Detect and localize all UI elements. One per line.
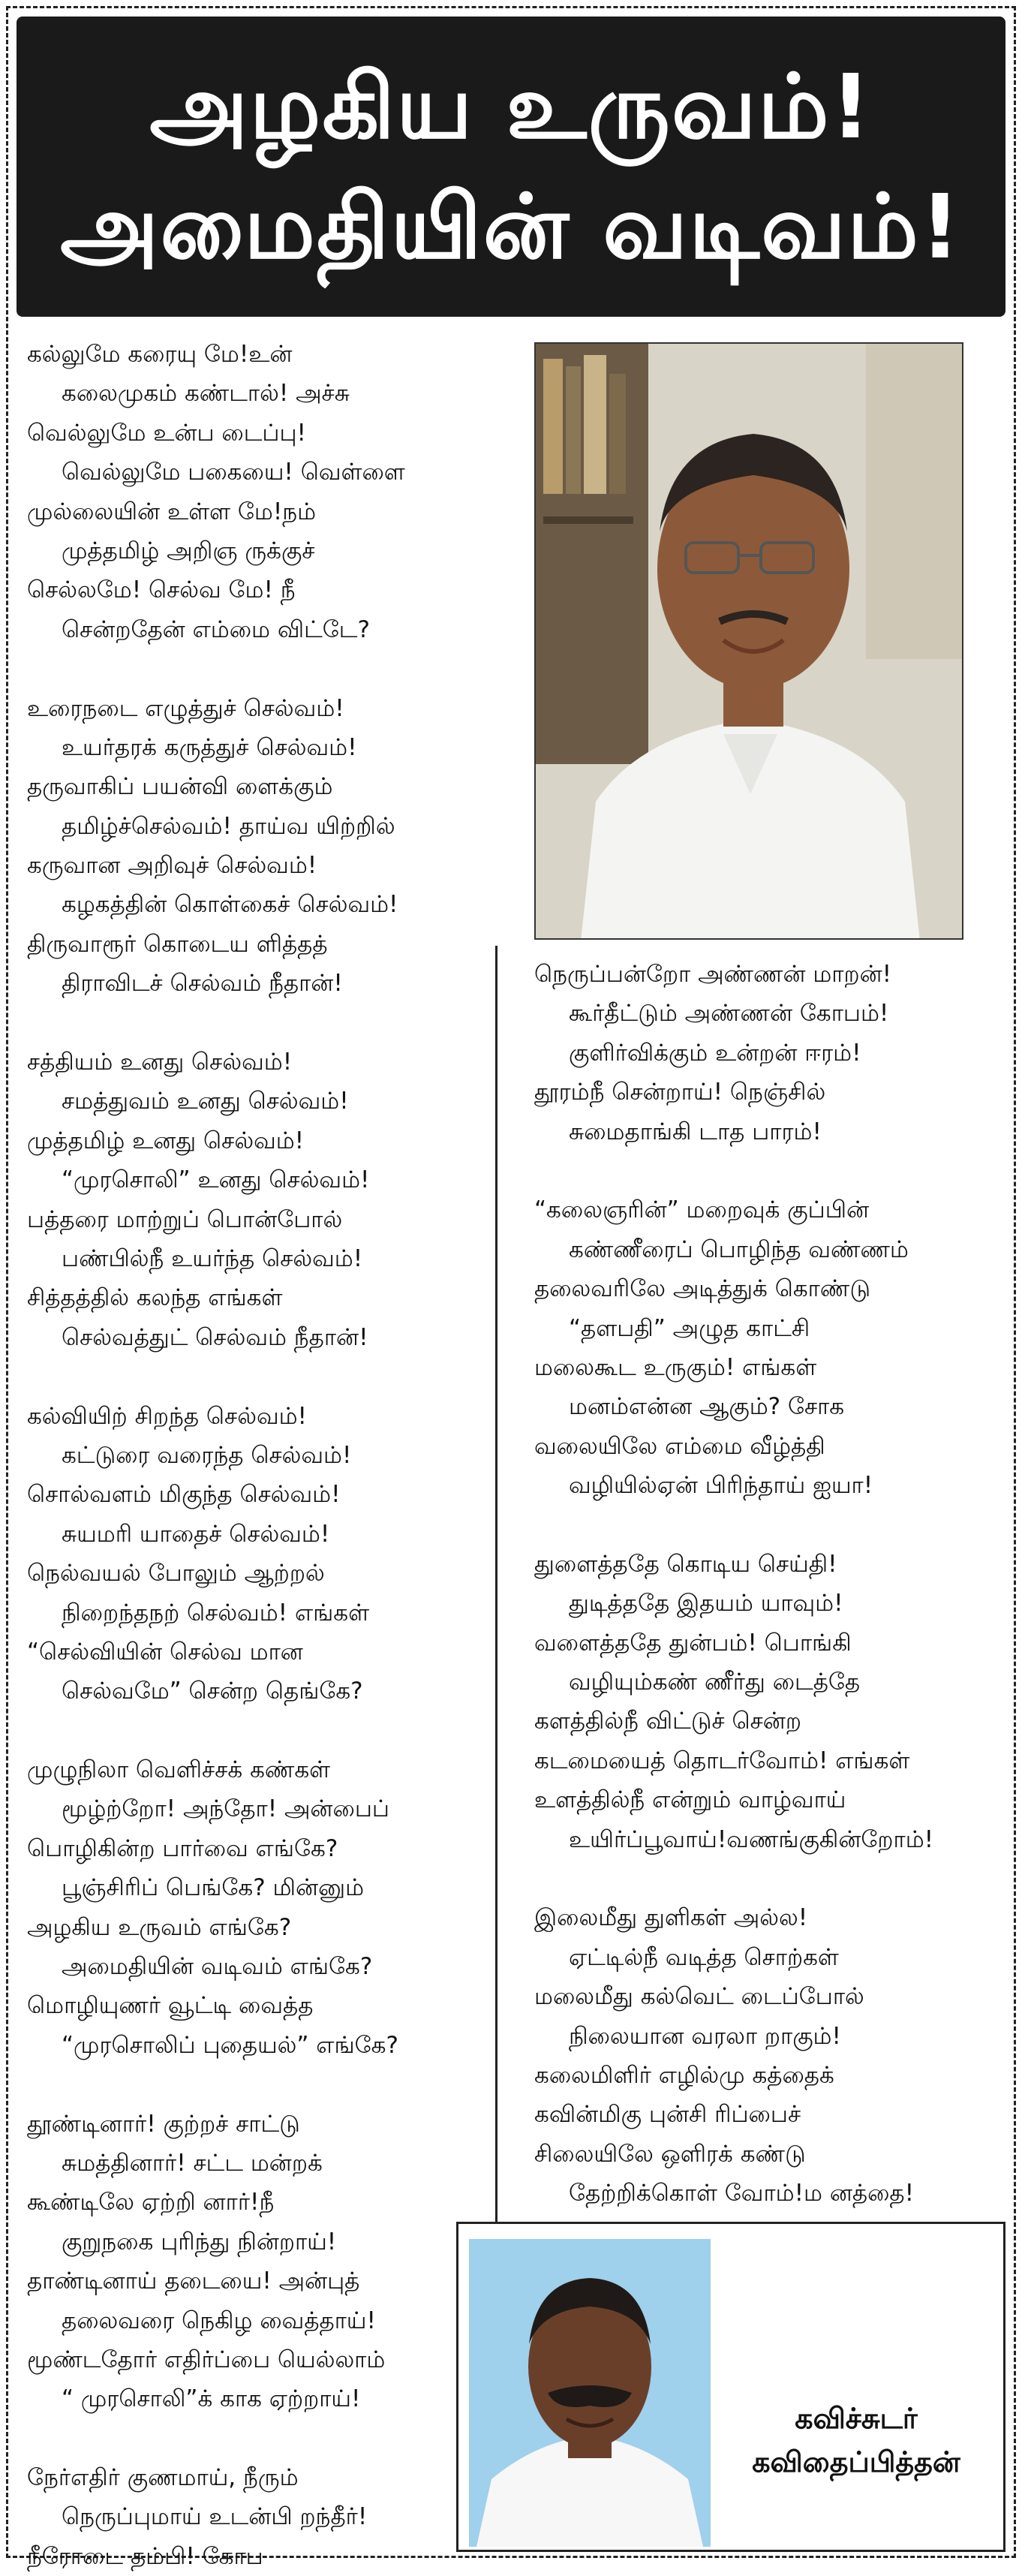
stanza-break	[27, 2419, 492, 2458]
stanza-break	[534, 1859, 1014, 1898]
poem-line: பொழிகின்ற பார்வை எங்கே?	[27, 1834, 338, 1862]
poem-line: உயிர்ப்பூவாய்!வணங்குகின்றோம்!	[569, 1825, 934, 1853]
poem-line: தலைவரிலே அடித்துக் கொண்டு	[534, 1275, 870, 1303]
poem-line: கல்வியிற் சிறந்த செல்வம்!	[27, 1402, 307, 1430]
poem-line: கலைமிளிர் எழில்மு கத்தைக்	[534, 2061, 834, 2089]
poem-line: திருவாரூர் கொடைய ளித்தத்	[27, 930, 328, 958]
poem-line: சத்தியம் உனது செல்வம்!	[27, 1049, 293, 1076]
poem-line: பண்பில்நீ உயர்ந்த செல்வம்!	[62, 1244, 363, 1272]
subject-portrait-image	[536, 344, 963, 940]
stanza-break	[27, 1711, 492, 1750]
headline-banner	[17, 17, 1005, 317]
poem-column-right	[534, 955, 1014, 2213]
poem-line: குளிர்விக்கும் உன்றன் ஈரம்!	[569, 1039, 861, 1067]
poem-line: ஏட்டில்நீ வடித்த சொற்கள்	[569, 1943, 839, 1971]
author-name	[714, 2397, 999, 2484]
poem-line: உயர்தரக் கருத்துச் செல்வம்!	[62, 733, 357, 761]
poem-line: மூழ்ற்றோ! அந்தோ! அன்பைப்	[62, 1795, 389, 1823]
poem-line: அழகிய உருவம் எங்கே?	[27, 1913, 292, 1941]
poem-column-left	[27, 335, 492, 2576]
poem-line: வெல்லுமே உன்ப டைப்பு!	[27, 419, 306, 447]
poem-line: சுயமரி யாதைச் செல்வம்!	[62, 1520, 330, 1548]
poem-line: சித்தத்தில் கலந்த எங்கள்	[27, 1284, 283, 1312]
poem-line: “ முரசொலி”க் காக ஏற்றாய்!	[62, 2385, 361, 2413]
author-photo	[469, 2239, 711, 2547]
poem-line: பத்தரை மாற்றுப் பொன்போல்	[27, 1205, 343, 1233]
poem-line: சென்றதேன் எம்மை விட்டே?	[62, 615, 370, 643]
poem-line: மூண்டதோர் எதிர்ப்பை யெல்லாம்	[27, 2346, 386, 2373]
poem-line: கல்லுமே கரையு மே!உன்	[27, 341, 293, 368]
poem-line: நெருப்பன்றோ அண்ணன் மாறன்!	[534, 961, 892, 988]
poem-line: இலைமீது துளிகள் அல்ல!	[534, 1904, 808, 1932]
poem-line: கடமையைத் தொடர்வோம்! எங்கள்	[534, 1747, 910, 1774]
poem-line: தாண்டினாய் தடையை! அன்புத்	[27, 2268, 360, 2295]
poem-line: நெல்வயல் போலும் ஆற்றல்	[27, 1560, 325, 1587]
poem-line: களத்தில்நீ விட்டுச் சென்ற	[534, 1708, 801, 1735]
poem-line: செல்வமே” சென்ற தெங்கே?	[62, 1678, 363, 1705]
poem-line: அமைதியின் வடிவம் எங்கே?	[62, 1953, 373, 1981]
author-pen-name: கவிதைப்பித்தன்	[752, 2445, 960, 2478]
poem-line: மலைகூட உருகும்! எங்கள்	[534, 1353, 817, 1381]
poem-line: கவின்மிகு புன்சி ரிப்பைச்	[534, 2101, 801, 2129]
poem-line: சுமத்தினார்! சட்ட மன்றக்	[62, 2149, 323, 2177]
poem-line: கட்டுரை வரைந்த செல்வம்!	[62, 1441, 352, 1469]
author-credit-box	[456, 2222, 1005, 2552]
author-portrait-image	[469, 2239, 711, 2547]
poem-line: குறுநகை புரிந்து நின்றாய்!	[62, 2228, 337, 2256]
poem-line: “செல்வியின் செல்வ மான	[27, 1638, 303, 1666]
poem-line: சமத்துவம் உனது செல்வம்!	[62, 1088, 349, 1115]
stanza-break	[534, 1151, 1014, 1190]
poem-line: முத்தமிழ் உனது செல்வம்!	[27, 1127, 305, 1154]
poem-line: மலைமீது கல்வெட் டைப்போல்	[534, 1983, 864, 2011]
headline-line-1: அழகிய உருவம்!	[149, 55, 873, 158]
poem-line: முத்தமிழ் அறிஞ ருக்குச்	[62, 537, 315, 564]
poem-line: தேற்றிக்கொள் வோம்!ம னத்தை!	[569, 2180, 915, 2207]
poem-line: செல்லமே! செல்வ மே! நீ	[27, 576, 296, 604]
poem-line: கூண்டிலே ஏற்றி னார்!நீ	[27, 2189, 275, 2216]
poem-line: துளைத்ததே கொடிய செய்தி!	[534, 1550, 837, 1578]
poem-line: கூர்தீட்டும் அண்ணன் கோபம்!	[569, 1000, 889, 1028]
poem-line: கருவான அறிவுச் செல்வம்!	[27, 852, 317, 880]
poem-line: “தளபதி” அழுத காட்சி	[569, 1314, 810, 1342]
poem-line: திராவிடச் செல்வம் நீதான்!	[62, 970, 343, 998]
poem-line: மனம்என்ன ஆகும்? சோக	[569, 1393, 845, 1421]
poem-line: கழகத்தின் கொள்கைச் செல்வம்!	[62, 891, 398, 919]
poem-line: வழியில்ஏன் பிரிந்தாய் ஐயா!	[569, 1472, 873, 1500]
stanza-break	[27, 649, 492, 688]
poem-line: தூரம்நீ சென்றாய்! நெஞ்சில்	[534, 1079, 826, 1106]
poem-line: வலையிலே எம்மை வீழ்த்தி	[534, 1432, 825, 1460]
stanza-break	[27, 2065, 492, 2104]
poem-line: “முரசொலி” உனது செல்வம்!	[62, 1166, 370, 1194]
poem-line: உரைநடை எழுத்துச் செல்வம்!	[27, 694, 344, 722]
subject-photo	[534, 342, 963, 940]
poem-line: கலைமுகம் கண்டால்! அச்சு	[62, 380, 350, 408]
poem-line: துடித்ததே இதயம் யாவும்!	[569, 1590, 843, 1618]
poem-line: நிறைந்தநற் செல்வம்! எங்கள்	[62, 1599, 370, 1627]
poem-line: பூஞ்சிரிப் பெங்கே? மின்னும்	[62, 1874, 365, 1902]
poem-line: நீரோடை தம்பி! கோப	[27, 2542, 263, 2570]
poem-line: சொல்வளம் மிகுந்த செல்வம்!	[27, 1481, 341, 1509]
stanza-break	[27, 1004, 492, 1043]
poem-line: கண்ணீரைப் பொழிந்த வண்ணம்	[569, 1235, 909, 1263]
poem-line: செல்வத்துட் செல்வம் நீதான்!	[62, 1323, 368, 1351]
headline-line-2: அமைதியின் வடிவம்!	[60, 175, 962, 278]
poem-line: சுமைதாங்கி டாத பாரம்!	[569, 1118, 822, 1145]
poem-line: வளைத்ததே துன்பம்! பொங்கி	[534, 1629, 852, 1657]
poem-line: தூண்டினார்! குற்றச் சாட்டு	[27, 2110, 300, 2138]
poem-line: தருவாகிப் பயன்வி ளைக்கும்	[27, 773, 333, 801]
poem-line: வழியும்கண் ணீர்து டைத்தே	[569, 1669, 861, 1696]
poem-line: முல்லையின் உள்ள மே!நம்	[27, 498, 317, 525]
poem-line: நேர்எதிர் குணமாய், நீரும்	[27, 2464, 299, 2492]
poem-line: “முரசொலிப் புதையல்” எங்கே?	[62, 2031, 398, 2059]
poem-line: நெருப்புமாய் உடன்பி றந்தீர்!	[62, 2503, 368, 2531]
poem-line: தமிழ்ச்செல்வம்! தாய்வ யிற்றில்	[62, 812, 395, 840]
author-title: கவிச்சுடர்	[795, 2402, 918, 2435]
poem-line: முழுநிலா வெளிச்சக் கண்கள்	[27, 1756, 331, 1784]
poem-line: நிலையான வரலா றாகும்!	[569, 2022, 841, 2050]
stanza-break	[27, 1357, 492, 1396]
poem-line: தலைவரை நெகிழ வைத்தாய்!	[62, 2307, 376, 2334]
poem-line: “கலைஞரின்” மறைவுக் குப்பின்	[534, 1196, 870, 1224]
poem-line: வெல்லுமே பகையை! வெள்ளை	[62, 459, 405, 486]
column-divider	[495, 946, 497, 2252]
poem-line: மொழியுணர் வூட்டி வைத்த	[27, 1992, 314, 2020]
stanza-break	[534, 1505, 1014, 1544]
poem-line: உளத்தில்நீ என்றும் வாழ்வாய்	[534, 1786, 846, 1814]
poem-line: சிலையிலே ஒளிரக் கண்டு	[534, 2140, 806, 2168]
